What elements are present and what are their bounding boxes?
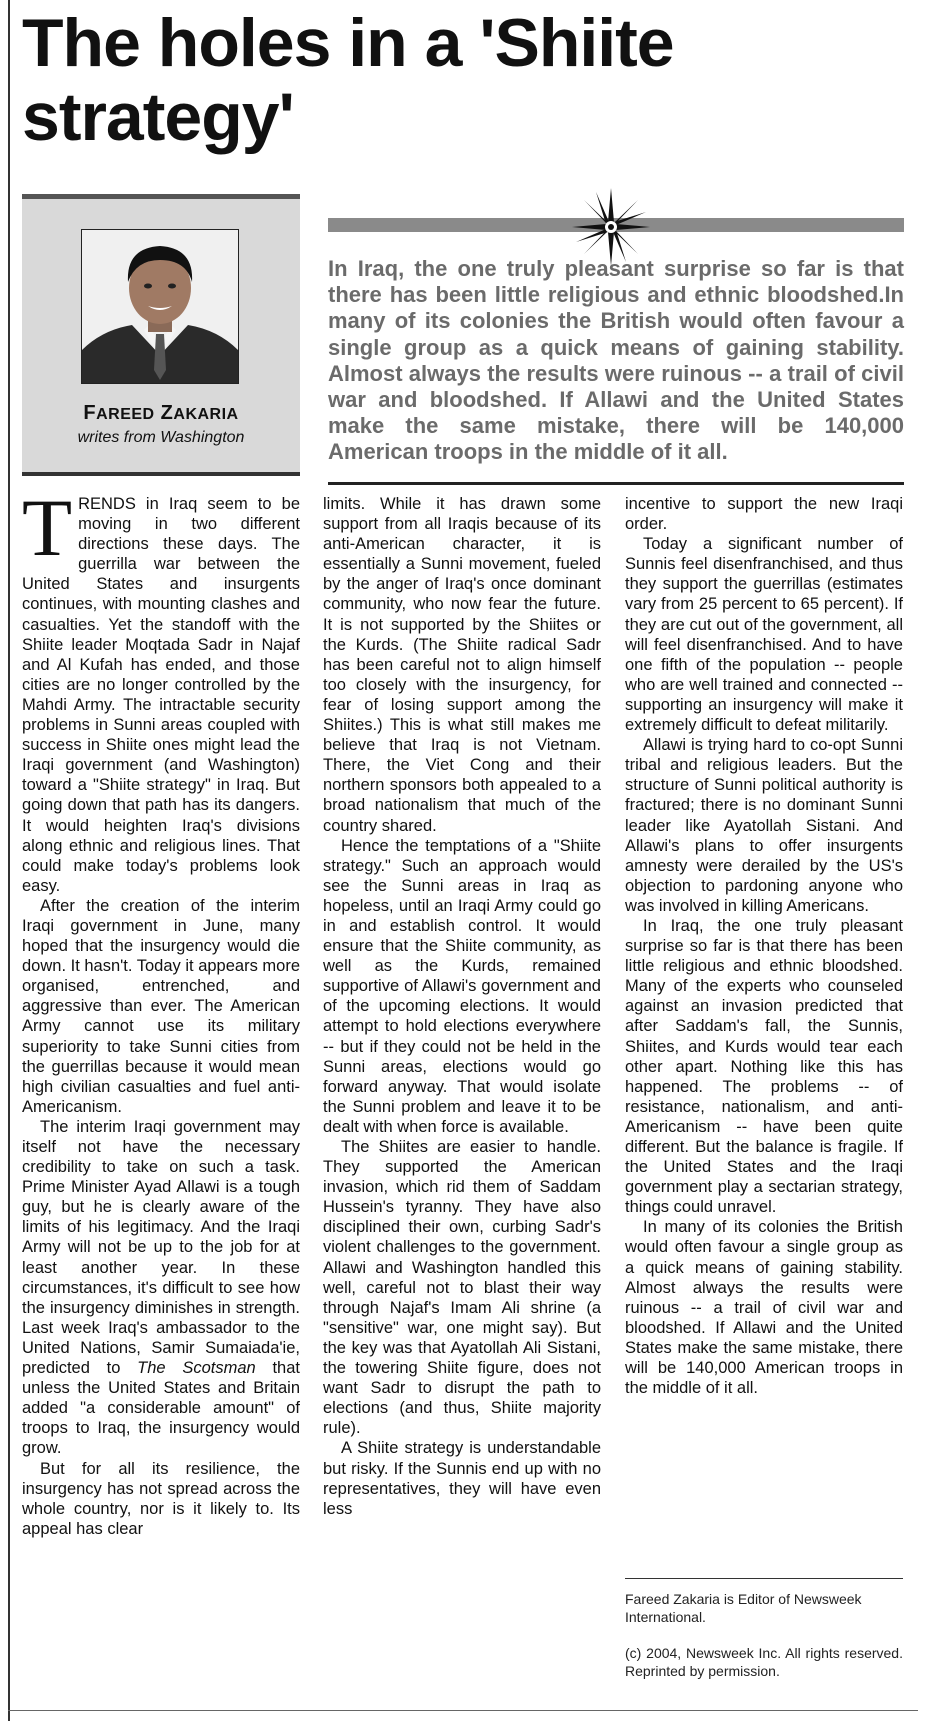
author-name: FAREED ZAKARIA bbox=[83, 402, 239, 424]
body-paragraph: In Iraq, the one truly pleasant surprise so far is that there has been little religious and ethnic bloodshed. Many of the experts who counseled against an invasion predicted that after Saddam's fall, the Sunnis, Shiites, and Kurds would tear each other apart. Nothing like this has happened. The problems -- of resistance, nationalism, and anti-Americanism -- have been quite different. But the balance is fragile. If the United States and the Iraqi government play a sectarian strategy, things could unravel. bbox=[625, 916, 903, 1217]
body-paragraph: The interim Iraqi government may itself not have the necessary credibility to take on such a task. Prime Minister Ayad Allawi is a tough guy, but he is clearly aware of the limits of his legitimacy. And the Iraqi Army will not be up to the job for at least another year. In these circumstances, it's difficult to see how the insurgency diminishes in strength. Last week Iraq's ambassador to the United Nations, Samir Sumaiada'ie, predicted to The Scotsman that unless the United States and Britain added "a considerable amount" of troops to Iraq, the insurgency would grow. bbox=[22, 1117, 300, 1458]
copyright-notice: (c) 2004, Newsweek Inc. All rights reserved. Reprinted by permission. bbox=[625, 1645, 903, 1679]
author-bio: Fareed Zakaria is Editor of Newsweek International. bbox=[625, 1591, 862, 1625]
headline: The holes in a 'Shiite strategy' bbox=[22, 5, 674, 155]
author-portrait-image bbox=[82, 230, 238, 383]
starburst-icon bbox=[572, 188, 650, 266]
body-paragraph: But for all its resilience, the insurgency has not spread across the whole country, nor is it likely to. Its appeal has clear bbox=[22, 1459, 300, 1538]
footer-rule bbox=[625, 1578, 903, 1579]
author-location: writes from Washington bbox=[77, 429, 245, 446]
body-paragraph: After the creation of the interim Iraqi government in June, many hoped that the insurgency would die down. It hasn't. Today it appears more organised, entrenched, and aggressive than ever. The American Army cannot use its military superiority to take Sunni cities from the guerrillas because it would mean high civilian casualties and fuel anti-Americanism. bbox=[22, 896, 301, 1116]
body-column-2 bbox=[323, 494, 601, 1519]
body-column-3 bbox=[625, 494, 903, 1398]
body-column-1 bbox=[22, 482, 301, 1539]
left-margin-rule bbox=[8, 0, 10, 1721]
body-paragraph: In many of its colonies the British would often favour a single group as a quick means of gaining stability. Almost always the results were ruinous -- a trail of civil war and bloodshed. If Allawi and the United States make the same mistake, there will be 140,000 American troops in the middle of it all. bbox=[625, 1218, 903, 1398]
body-paragraph: Hence the temptations of a "Shiite strategy." Such an approach would see the Sunni areas in Iraq as hopeless, until an Iraqi Army could go in and establish control. It would ensure that the Shiite community, as well as the Kurds, remained supportive of Allawi's government and of the upcoming elections. It would attempt to hold elections everywhere -- but if they could not be held in the Sunni areas, elections would go forward anyway. That would isolate the Sunni problem and leave it to be dealt with when force is available. bbox=[323, 836, 601, 1136]
body-paragraph: Allawi is trying hard to co-opt Sunni tribal and religious leaders. But the structure of Sunni political authority is fractured; there is no dominant Sunni leader like Ayatollah Sistani. And Allawi's plans to offer insurgents amnesty were derailed by the US's objection to pardoning anyone who was involved in killing Americans. bbox=[625, 736, 903, 915]
body-paragraph: Today a significant number of Sunnis feel disenfranchised, and thus they support the guerrillas (estimates vary from 25 percent to 65 percent). If they are cut out of the government, all will feel disenfranchised. And to have one fifth of the population -- people who are well trained and connected -- supporting an insurgency will make it extremely difficult to defeat militarily. bbox=[625, 535, 903, 735]
pull-quote: In Iraq, the one truly pleasant surprise so far is that there has been little religious and ethnic bloodshed.In many of its colonies the British would often favour a single group as a quick means of gaining stability. Almost always the results were ruinous -- a trail of civil war and bloodshed. If Allawi and the United States make the same mistake, there will be 140,000 American troops in the middle of it all. bbox=[328, 256, 904, 465]
author-photo bbox=[81, 229, 239, 384]
body-paragraph: limits. While it has drawn some support from all Iraqis because of its anti-American character, it is essentially a Sunni movement, fueled by the anger of Iraq's once dominant community, who now fear the future. It is not supported by the Shiites or the Kurds. (The Shiite radical Sadr has been careful not to align himself too closely with the insurgency, for fear of losing support among the Shiites.) This is what still makes me believe that Iraq is not Vietnam. There, the Viet Cong and their northern sponsors both appealed to a broad nationalism that much of the country shared. bbox=[323, 495, 601, 835]
bottom-rule bbox=[8, 1710, 918, 1711]
pull-quote-rule bbox=[328, 482, 904, 485]
drop-cap: T bbox=[22, 482, 73, 573]
body-paragraph: incentive to support the new Iraqi order. bbox=[625, 495, 903, 534]
body-paragraph: A Shiite strategy is understandable but risky. If the Sunnis end up with no representatives, they will have even less bbox=[323, 1439, 601, 1518]
byline-box bbox=[22, 194, 300, 476]
body-paragraph: TRENDS in Iraq seem to be moving in two different directions these days. The guerrilla war between the United States and insurgents continues, with mounting clashes and casualties. Yet the standoff with the Shiite leader Moqtada Sadr in Najaf and Al Kufah has ended, and those cities are no longer controlled by the Mahdi Army. The intractable security problems in Sunni areas coupled with success in Shiite ones might lead the Iraqi government (and Washington) toward a "Shiite strategy" in Iraq. But going down that path has its dangers. It would heighten Iraq's divisions along ethnic and religious lines. That could make today's problems look easy. bbox=[22, 482, 300, 895]
body-paragraph: The Shiites are easier to handle. They supported the American invasion, which rid them of Saddam Hussein's tyranny. They have also disciplined their own, curbing Sadr's violent challenges to the government. Allawi and Washington handled this well, careful not to blast their way through Najaf's Imam Ali shrine (a "sensitive" war, one might say). But the key was that Ayatollah Ali Sistani, the towering Shiite figure, does not want Sadr to disrupt the path to elections (and thus, Shiite majority rule). bbox=[323, 1138, 601, 1438]
